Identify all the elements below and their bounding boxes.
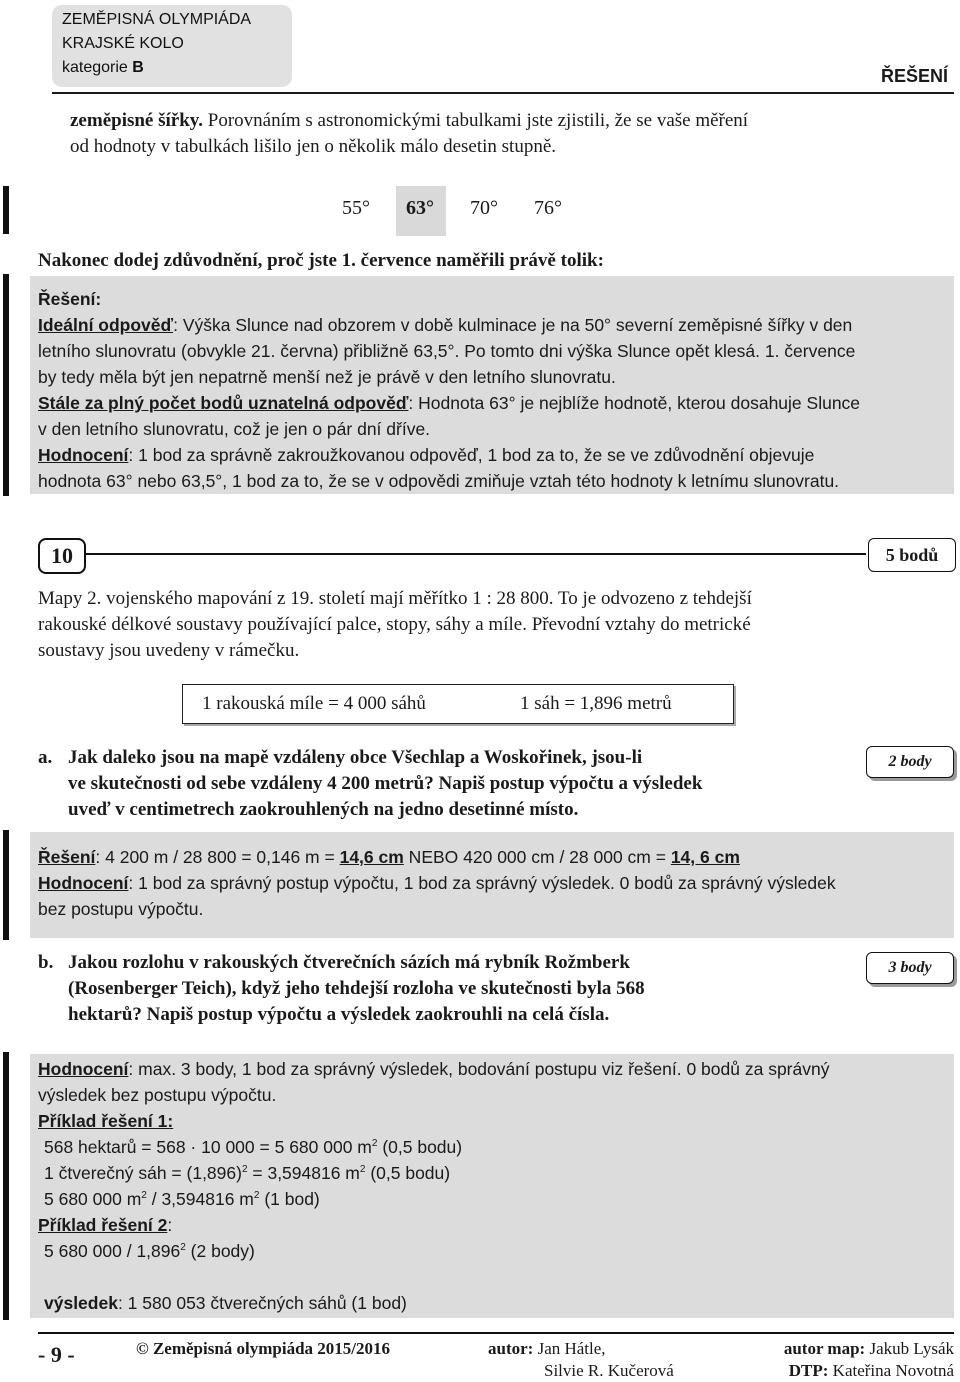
question-b-letter: b. [38, 952, 54, 973]
example-1-row-3: 5 680 000 $m^2 / 3,594816$ $m^2$ (1 bod) [44, 1189, 320, 1209]
header-title: ZEMĚPISNÁ OLYMPIÁDA [62, 11, 252, 28]
evaluation: Hodnocení: 1 bod za správně zakroužkovanou odpověď, 1 bod za to, že se ve zdůvodnění objevuje [38, 445, 815, 465]
intro-line-1: zeměpisné šířky. Porovnáním s astronomickými tabulkami jste zjistili, že se vaše měření [70, 110, 749, 131]
footer-dtp: DTP: Kateřina Novotná [788, 1361, 954, 1380]
question-a-l3: uveď v centimetrech zaokrouhlených na jedno desetinné místo. [68, 799, 579, 820]
full-points-answer: Stále za plný počet bodů uznatelná odpověď: Hodnota 63° je nejblíže hodnotě, kterou dosahuje Slunce [38, 393, 861, 413]
page-number: - 9 - [38, 1342, 75, 1367]
section-label: ŘEŠENÍ [880, 66, 948, 86]
evaluation-b: Hodnocení: max. 3 body, 1 bod za správný výsledek, bodování postupu viz řešení. 0 bodů za správný [38, 1059, 830, 1079]
question-b-l3: hektarů? Napiš postup výpočtu a výsledek zaokrouhli na celá čísla. [68, 1004, 610, 1025]
full-points-answer-l2: v den letního slunovratu, což je jen o pár dní dříve. [38, 419, 431, 439]
question-b-l2: (Rosenberger Teich), když jeho tehdejší rozloha ve skutečnosti byla 568 [68, 978, 645, 999]
option-70: 70° [470, 197, 498, 219]
intro-line-2: od hodnoty v tabulkách lišilo jen o několik málo desetin stupně. [70, 136, 557, 157]
margin-bar [3, 186, 9, 234]
evaluation-b-l2: výsledek bez postupu výpočtu. [38, 1085, 277, 1105]
margin-bar [3, 1052, 9, 1320]
question-rule [84, 553, 866, 555]
question-a-l2: ve skutečnosti od sebe vzdáleny 4 200 metrů? Napiš postup výpočtu a výsledek [68, 773, 703, 794]
example-2-label: Příklad řešení 2: [38, 1215, 173, 1235]
result-b: výsledek: 1 580 053 čtverečných sáhů (1 bod) [44, 1293, 407, 1313]
footer-maps-author: autor map: Jakub Lysák [783, 1339, 954, 1358]
ideal-answer: Ideální odpověď: Výška Slunce nad obzorem v době kulminace je na 50° severní zeměpisné šířky v den [38, 315, 853, 335]
option-76: 76° [534, 197, 562, 219]
ideal-answer-l3: by tedy měla být jen nepatrně menší než je právě v den letního slunovratu. [38, 367, 616, 387]
option-55: 55° [342, 197, 370, 219]
footer-rule [38, 1332, 954, 1334]
q10-text-l2: rakouské délkové soustavy používající palce, stopy, sáhy a míle. Převodní vztahy do metrické [38, 614, 751, 635]
header-round: KRAJSKÉ KOLO [62, 35, 184, 52]
question-number: 10 [38, 538, 86, 574]
q10-text-l3: soustavy jsou uvedeny v rámečku. [38, 640, 300, 661]
option-63: 63° [406, 197, 434, 219]
solution-title: Řešení: [38, 289, 102, 309]
header-category: kategorie B [62, 59, 144, 76]
example-1-label: Příklad řešení 1: [38, 1111, 174, 1131]
ideal-answer-l2: letního slunovratu (obvykle 21. června) přibližně 63,5°. Po tomto dni výška Slunce opět klesá. 1. července [38, 341, 856, 361]
footer-author: autor: Jan Hátle, [488, 1339, 606, 1358]
solution-a: Řešení: 4 200 m / 28 800 = 0,146 m = 14,6 cm NEBO 420 000 cm / 28 000 cm = 14, 6 cm [38, 847, 740, 867]
example-1-row-2: 1 čtverečný sáh = $(1,896)^2 = 3,594816$ $m^2$ (0,5 bodu) [44, 1163, 451, 1183]
evaluation-a: Hodnocení: 1 bod za správný postup výpočtu, 1 bod za správný výsledek. 0 bodů za správný výsledek [38, 873, 836, 893]
example-1-row-1: 568 hektarů = 568 · 10 000 = 5 680 000 $m^2$ (0,5 bodu) [44, 1137, 463, 1157]
footer-copyright: © Zeměpisná olympiáda 2015/2016 [136, 1339, 391, 1358]
evaluation-l2: hodnota 63° nebo 63,5°, 1 bod za to, že se v odpovědi zmiňuje vztah této hodnoty k letnímu slunovratu. [38, 471, 840, 491]
footer-author-2: Silvie R. Kučerová [544, 1361, 674, 1380]
q10-text-l1: Mapy 2. vojenského mapování z 19. století mají měřítko 1 : 28 800. To je odvozeno z tehdejší [38, 588, 752, 609]
points-badge-a: 2 body [866, 746, 954, 778]
question-a-letter: a. [38, 747, 53, 768]
conversion-mile: 1 rakouská míle = 4 000 sáhů [202, 693, 426, 714]
header-divider [52, 92, 954, 94]
question-final: Nakonec dodej zdůvodnění, proč jste 1. července naměřili právě tolik: [38, 250, 604, 271]
margin-bar [3, 274, 9, 496]
example-2-row-1: 5 680 000 / 1,896$^2$ (2 body) [44, 1241, 255, 1261]
question-b-l1: Jakou rozlohu v rakouských čtverečních sázích má rybník Rožmberk [68, 952, 630, 973]
margin-bar [3, 830, 9, 940]
question-a-l1: Jak daleko jsou na mapě vzdáleny obce Všechlap a Woskořinek, jsou-li [68, 747, 643, 768]
points-badge-b: 3 body [866, 952, 954, 984]
conversion-fathom: 1 sáh = 1,896 metrů [520, 693, 672, 714]
evaluation-a-l2: bez postupu výpočtu. [38, 899, 204, 919]
points-badge: 5 bodů [868, 538, 956, 572]
